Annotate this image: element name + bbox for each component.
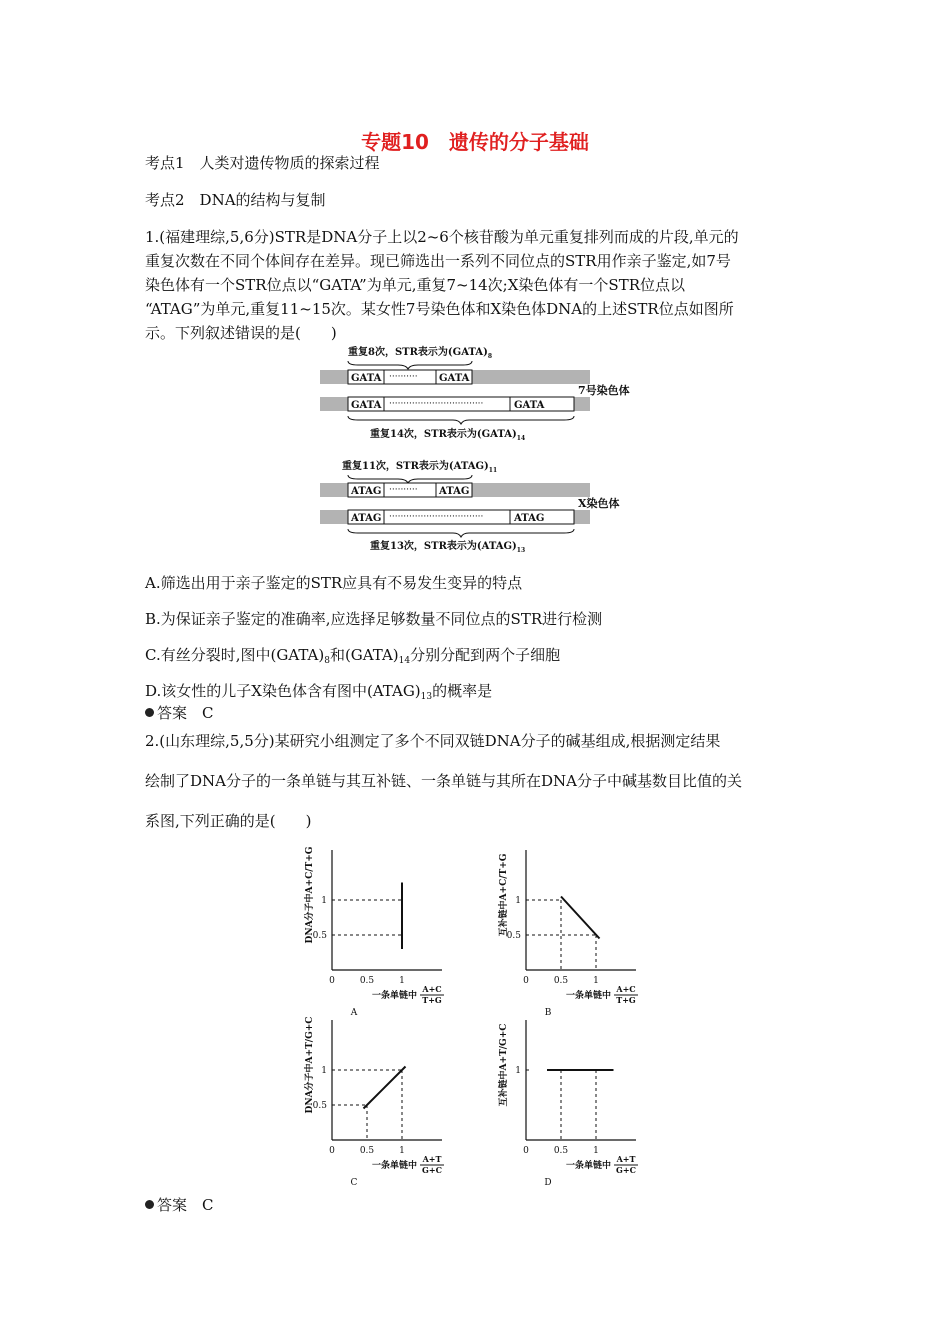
- x-tick-label: 0.5: [553, 1146, 569, 1156]
- panel-label: D: [544, 1178, 552, 1185]
- q1-line: “ATAG”为单元,重复11~15次。某女性7号染色体和X染色体DNA的上述STR位点如图所: [145, 300, 734, 318]
- str-label-bottom-1: 重复14次，STR表示为$(GATA)_{14}$: [370, 429, 526, 442]
- y-axis-label: 互补链中A+T/G+C: [499, 1023, 509, 1107]
- x-tick-label: 0: [523, 1146, 529, 1156]
- y-axis-label: DNA分子中A+C/T+G: [305, 846, 315, 944]
- brace-bottom-2: [348, 529, 574, 537]
- x-axis-label: 一条单链中: [566, 991, 612, 1001]
- panel-label: B: [544, 1008, 552, 1018]
- x-tick-label: 1: [399, 1146, 405, 1156]
- q2-line: 系图,下列正确的是( ): [145, 812, 312, 830]
- unit-label: ATAG: [351, 513, 382, 524]
- panel-label: C: [350, 1178, 358, 1185]
- section-heading-2: 考点2 DNA的结构与复制: [145, 191, 326, 209]
- y-tick-label: 0.5: [312, 931, 327, 941]
- chart-panel-c: [303, 1017, 444, 1185]
- x-tick-label: 1: [399, 976, 405, 986]
- str-label-top-2: 重复11次，STR表示为$(ATAG)_{11}$: [342, 461, 498, 474]
- chromosome-x-label: X染色体: [578, 497, 620, 510]
- x-axis-label-denominator: T+G: [616, 995, 636, 1005]
- x-tick-label: 0: [329, 1146, 335, 1156]
- x-axis-label-denominator: G+C: [616, 1165, 636, 1175]
- q2-answer: 答案 C: [145, 1194, 213, 1216]
- q1-line: 重复次数在不同个体间存在差异。现已筛选出一系列不同位点的STR用作亲子鉴定,如7号: [145, 252, 731, 270]
- x-axis-label-denominator: G+C: [422, 1165, 442, 1175]
- brace-top-2: [348, 475, 472, 483]
- str-diagram: [318, 342, 638, 557]
- q1-line: 1.(福建理综,5,6分)STR是DNA分子上以2~6个核苷酸为单元重复排列而成的片段,单元的: [145, 228, 739, 246]
- option-b: B.为保证亲子鉴定的准确率,应选择足够数量不同位点的STR进行检测: [145, 610, 603, 628]
- x-axis-label: 一条单链中: [372, 1161, 418, 1171]
- x-tick-label: 1: [593, 976, 599, 986]
- brace-top-1: [348, 361, 472, 369]
- x-axis-label: 一条单链中: [566, 1161, 612, 1171]
- answer-icon: [145, 708, 154, 717]
- x-tick-label: 0.5: [359, 976, 375, 986]
- series-line: [364, 1067, 406, 1109]
- x-tick-label: 0: [523, 976, 529, 986]
- series-line: [561, 897, 600, 939]
- y-tick-label: 1: [321, 896, 327, 906]
- y-tick-label: 1: [515, 896, 521, 906]
- x-axis-label-numerator: A+T: [422, 1154, 442, 1164]
- x-axis-label-numerator: A+T: [616, 1154, 636, 1164]
- y-tick-label: 1: [321, 1066, 327, 1076]
- brace-bottom-1: [348, 416, 574, 424]
- unit-label: ATAG: [439, 486, 470, 497]
- q1-line: 染色体有一个STR位点以“GATA”为单元,重复7~14次;X染色体有一个STR位点以: [145, 276, 685, 294]
- q1-line: 示。下列叙述错误的是( ): [145, 324, 337, 342]
- q1-answer: 答案 C: [145, 702, 213, 724]
- y-tick-label: 0.5: [312, 1101, 327, 1111]
- answer-icon: [145, 1200, 154, 1209]
- option-d: D.该女性的儿子X染色体含有图中$(ATAG)_{13}$的概率是: [145, 682, 493, 702]
- x-axis-label: 一条单链中: [372, 991, 418, 1001]
- unit-label: GATA: [351, 400, 382, 411]
- x-axis-label-numerator: A+C: [616, 984, 636, 994]
- x-tick-label: 0.5: [553, 976, 569, 986]
- y-axis-label: DNA分子中A+T/G+C: [305, 1016, 315, 1114]
- x-axis-label-numerator: A+C: [422, 984, 442, 994]
- option-a: A.筛选出用于亲子鉴定的STR应具有不易发生变异的特点: [145, 574, 523, 592]
- unit-label: ATAG: [514, 513, 545, 524]
- unit-label: GATA: [439, 373, 470, 384]
- str-label-top-1: 重复8次，STR表示为$(GATA)_8$: [348, 347, 492, 360]
- unit-label: ATAG: [351, 486, 382, 497]
- ratio-charts: [300, 840, 660, 1185]
- unit-label: GATA: [514, 400, 545, 411]
- repeat-dots: ·································: [389, 512, 484, 522]
- chromosome-7-label: 7号染色体: [578, 384, 630, 397]
- x-tick-label: 0: [329, 976, 335, 986]
- panel-label: A: [350, 1008, 358, 1018]
- repeat-dots: ··········: [389, 372, 418, 382]
- y-tick-label: 1: [515, 1066, 521, 1076]
- page-title: 专题10 遗传的分子基础: [361, 130, 589, 154]
- chart-panel-a: [303, 847, 444, 1018]
- q2-line: 2.(山东理综,5,5分)某研究小组测定了多个不同双链DNA分子的碱基组成,根据测定结果: [145, 732, 721, 750]
- chart-panel-b: [497, 850, 638, 1018]
- section-heading-1: 考点1 人类对遗传物质的探索过程: [145, 154, 380, 172]
- x-tick-label: 0.5: [359, 1146, 375, 1156]
- unit-label: GATA: [351, 373, 382, 384]
- repeat-dots: ·································: [389, 399, 484, 409]
- y-axis-label: 互补链中A+C/T+G: [499, 853, 509, 937]
- repeat-dots: ··········: [389, 485, 418, 495]
- q2-line: 绘制了DNA分子的一条单链与其互补链、一条单链与其所在DNA分子中碱基数目比值的关: [145, 772, 742, 790]
- y-tick-label: 0.5: [506, 931, 521, 941]
- x-axis-label-denominator: T+G: [422, 995, 442, 1005]
- chart-panel-d: [497, 1020, 638, 1185]
- option-c: C.有丝分裂时,图中$(GATA)_8$和$(GATA)_{14}$分别分配到两个子细胞: [145, 646, 561, 666]
- str-label-bottom-2: 重复13次，STR表示为$(ATAG)_{13}$: [370, 541, 526, 554]
- x-tick-label: 1: [593, 1146, 599, 1156]
